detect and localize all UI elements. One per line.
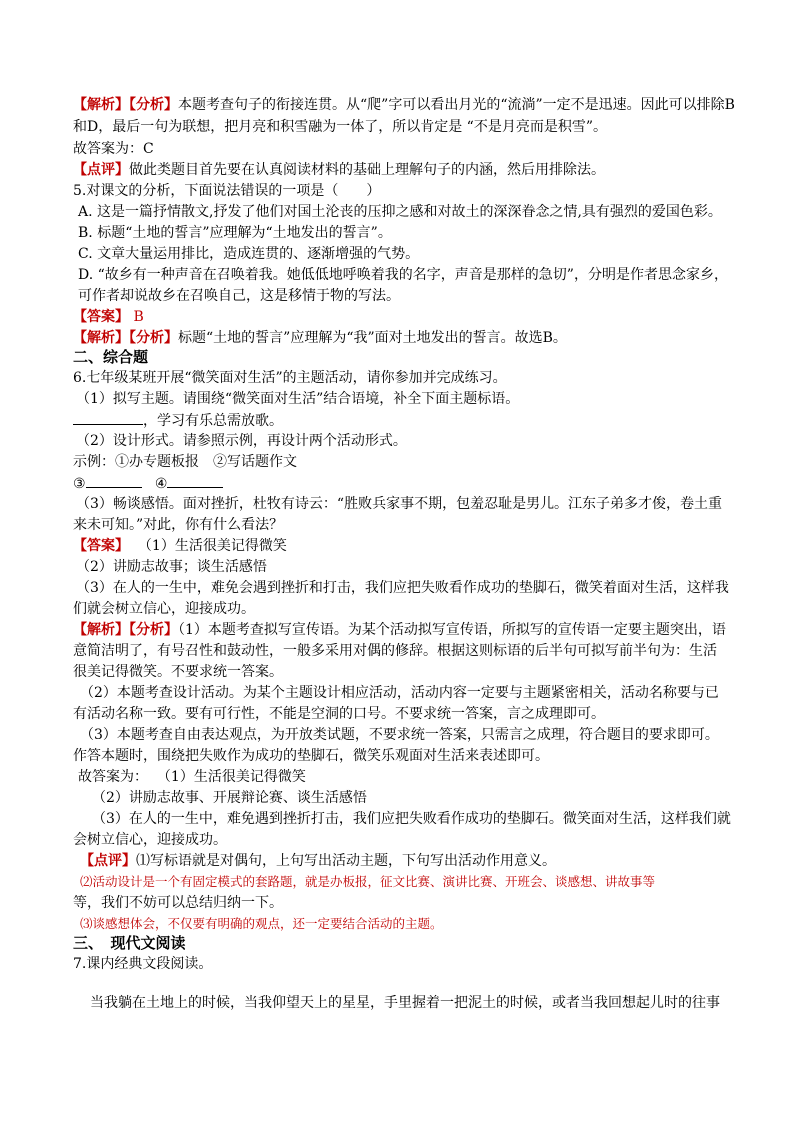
comment-tag: 【点评】 xyxy=(80,853,136,869)
q6-final-answer-3-line-2: 会树立信心，迎接成功。 xyxy=(73,832,227,848)
q6-answer-1: 【答案】 （1）生活很美记得微笑 xyxy=(73,538,287,554)
q5-option-c: C. 文章大量运用排比，造成连贯的、逐渐增强的气势。 xyxy=(78,246,420,262)
q6-analysis-3-line-1: （3）本题考查自由表达观点，为开放类试题，不要求统一答案，只需言之成理，符合题目的要求即可。 xyxy=(80,727,719,743)
q6-blanks: ③ ④ xyxy=(73,473,223,494)
analysis-tag: 【解析】【分析】 xyxy=(73,97,178,113)
q6-analysis-3-line-2: 作答本题时，围绕把失败作为成功的垫脚石，微笑乐观面对生活来表述即可。 xyxy=(73,748,549,764)
q4-answer: 故答案为：C xyxy=(73,141,154,157)
q4-analysis-line-1: 【解析】【分析】本题考查句子的衔接连贯。从“爬”字可以看出月光的“流淌”一定不是迅速。因此可以排除B xyxy=(73,97,735,113)
q6-analysis-2-line-1: （2）本题考查设计活动。为某个主题设计相应活动，活动内容一定要与主题紧密相关，活动名称要与已 xyxy=(80,685,719,701)
section-2-title: 二、综合题 xyxy=(73,348,149,366)
q6-example: 示例：①办专题板报 ②写话题作文 xyxy=(73,454,297,470)
q6-comment-2-line-1: ⑵活动设计是一个有固定模式的套路题，就是办板报，征文比赛、演讲比赛、开班会、谈感想、讲故事等 xyxy=(80,874,656,889)
analysis-tag: 【解析】【分析】 xyxy=(73,330,178,346)
analysis-tag: 【解析】【分析】 xyxy=(73,622,178,638)
fill-blank[interactable] xyxy=(86,473,142,488)
q6-analysis-1-line-3: 很美记得微笑。不要求统一答案。 xyxy=(73,664,283,680)
answer-tag: 【答案】 xyxy=(73,309,129,325)
q6-answer-2: （2）讲励志故事；谈生活感悟 xyxy=(76,559,267,575)
q6-comment-3: ⑶谈感想体会，不仅要有明确的观点，还一定要结合活动的主题。 xyxy=(80,916,443,931)
q7-stem: 7.课内经典文段阅读。 xyxy=(73,956,213,972)
q6-analysis-1-line-2: 意简洁明了，有号召性和鼓动性，一般多采用对偶的修辞。根据这则标语的后半句可拟写前半句为：生活 xyxy=(73,643,717,659)
q6-part-1-blank-line: ，学习有乐总需放歌。 xyxy=(73,410,283,431)
comment-tag: 【点评】 xyxy=(73,162,129,178)
q4-analysis-line-2: 和D，最后一句为联想，把月亮和积雪融为一体了，所以肯定是 “不是月亮而是积雪”。 xyxy=(73,119,607,135)
q6-analysis-2-line-2: 有活动名称一致。要有可行性，不能是空洞的口号。不要求统一答案，言之成理即可。 xyxy=(73,706,605,722)
q6-answer-3-line-1: （3）在人的一生中，难免会遇到挫折和打击，我们应把失败看作成功的垫脚石，微笑着面对生活，这样我 xyxy=(76,580,729,596)
q5-option-d-line-2: 可作者却说故乡在召唤自己，这是移情于物的写法。 xyxy=(78,288,400,304)
q5-option-b: B. 标题“土地的誓言”应理解为“土地发出的誓言”。 xyxy=(78,225,392,241)
fill-blank[interactable] xyxy=(73,410,143,425)
q5-analysis: 【解析】【分析】标题“土地的誓言”应理解为“我”面对土地发出的誓言。故选B。 xyxy=(73,330,567,346)
answer-tag: 【答案】 xyxy=(73,538,129,554)
q5-option-a: A. 这是一篇抒情散文,抒发了他们对国土沦丧的压抑之感和对故土的深深眷念之情,具有强烈的爱国色彩。 xyxy=(78,204,722,220)
q6-analysis-1-line-1: 【解析】【分析】（1）本题考查拟写宣传语。为某个活动拟写宣传语，所拟写的宣传语一定要主题突出，语 xyxy=(73,622,726,638)
fill-blank[interactable] xyxy=(167,473,223,488)
q6-final-answer-2: （2）讲励志故事、开展辩论赛、谈生活感悟 xyxy=(92,790,367,806)
q6-part-3-line-2: 来未可知。”对此，你有什么看法？ xyxy=(73,517,284,533)
q6-final-answer-3-line-1: （3）在人的一生中，难免遇到挫折打击，我们应把失败看作成功的垫脚石。微笑面对生活，这样我们就 xyxy=(92,811,731,827)
q6-final-answer-1: 故答案为： （1）生活很美记得微笑 xyxy=(78,769,306,785)
q6-comment-1: 【点评】⑴写标语就是对偶句，上句写出活动主题，下句写出活动作用意义。 xyxy=(80,853,556,869)
q6-stem: 6.七年级某班开展“微笑面对生活”的主题活动，请你参加并完成练习。 xyxy=(73,370,507,386)
q5-option-d-line-1: D. “故乡有一种声音在召唤着我。她低低地呼唤着我的名字，声音是那样的急切”，分明是作者思念家乡， xyxy=(78,267,728,283)
q4-comment: 【点评】做此类题目首先要在认真阅读材料的基础上理解句子的内涵，然后用排除法。 xyxy=(73,162,605,178)
q6-answer-3-line-2: 们就会树立信心，迎接成功。 xyxy=(73,601,255,617)
q6-comment-2-line-2: 等，我们不妨可以总结归纳一下。 xyxy=(73,895,283,911)
q5-answer: 【答案】 B xyxy=(73,309,144,325)
q7-passage-line-1: 当我躺在土地上的时候，当我仰望天上的星星，手里握着一把泥土的时候，或者当我回想起儿时的往事 xyxy=(90,995,720,1011)
q5-stem: 5.对课文的分析，下面说法错误的一项是（ ） xyxy=(73,183,381,199)
q6-part-2: （2）设计形式。请参照示例，再设计两个活动形式。 xyxy=(76,433,407,449)
section-3-title: 三、 现代文阅读 xyxy=(73,934,186,952)
q6-part-3-line-1: （3）畅谈感悟。面对挫折，杜牧有诗云：“胜败兵家事不期，包羞忍耻是男儿。江东子弟多才俊，卷土重 xyxy=(76,496,723,512)
q6-part-1: （1）拟写主题。请围绕“微笑面对生活”结合语境，补全下面主题标语。 xyxy=(76,391,520,407)
